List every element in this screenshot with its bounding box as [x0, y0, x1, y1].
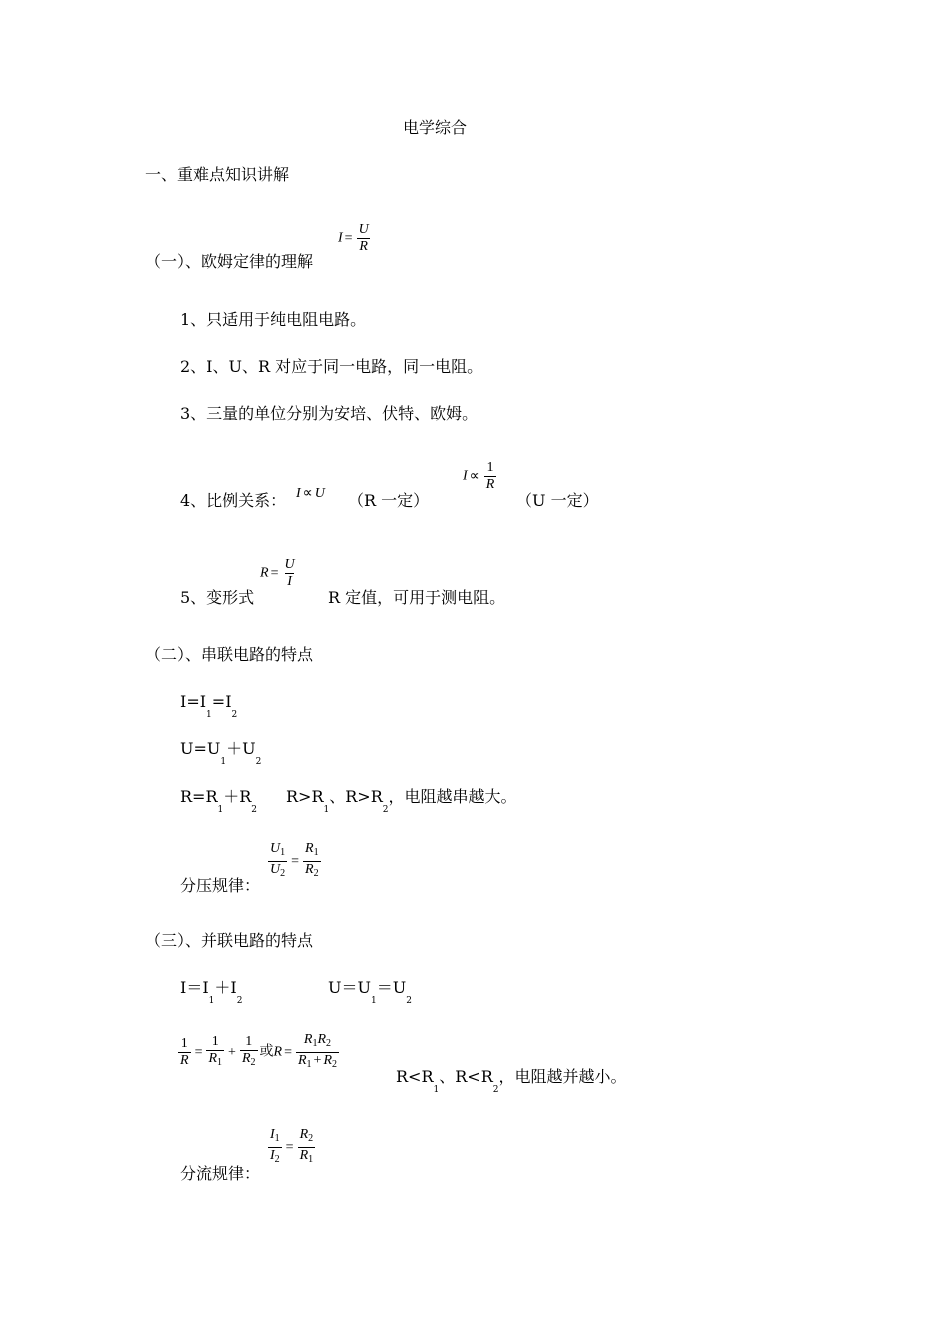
- current-divider-label: 分流规律：: [180, 1164, 261, 1183]
- list-item: 4、比例关系：: [180, 491, 287, 510]
- parallel-resistance-note: $R<R_1$、$R<R_2$，电阻越并越小。: [396, 1067, 627, 1095]
- proportional-formula-1: I ∝ U: [296, 486, 325, 501]
- parallel-current-equation: $I=I_1+I_2$: [180, 978, 243, 1006]
- list-item: 3、三量的单位分别为安培、伏特、欧姆。: [180, 404, 479, 423]
- list-item-suffix: R 定值，可用于测电阻。: [328, 588, 506, 607]
- parallel-voltage-equation: $U=U_1=U_2$: [328, 978, 412, 1006]
- series-voltage-equation: $U=U_1+U_2$: [180, 739, 262, 767]
- voltage-divider-formula: $\frac{U_1}{U_2}$ = $\frac{R_1}{R_2}$: [266, 841, 323, 882]
- series-resistance-equation: $R=R_1+R_2$: [180, 787, 258, 815]
- condition-note: （R 一定）: [348, 491, 430, 510]
- subsection-heading-1: （一）、欧姆定律的理解: [145, 252, 314, 271]
- list-item: 5、变形式: [180, 588, 255, 607]
- resistance-formula: R = $\frac{U}{I}$: [260, 557, 295, 589]
- condition-note: （U 一定）: [516, 491, 599, 510]
- parallel-resistance-formula: $\frac{1}{R}$ = $\frac{1}{R_1}$ + $\frac{1}{R_2}$ 或R = $\frac{R_1R_2}{R_1 + R_2}$: [176, 1032, 341, 1073]
- proportional-formula-2: I ∝ $\frac{1}{R}$: [463, 460, 495, 492]
- subsection-heading-3: （三）、并联电路的特点: [145, 931, 314, 950]
- section-heading: 一、重难点知识讲解: [145, 165, 290, 184]
- ohms-law-formula: I = $\frac{U}{R}$: [338, 222, 369, 254]
- voltage-divider-label: 分压规律：: [180, 876, 261, 895]
- page-title: 电学综合: [403, 118, 468, 137]
- subsection-heading-2: （二）、串联电路的特点: [145, 645, 314, 664]
- series-resistance-note: $R>R_1$、$R>R_2$，电阻越串越大。: [286, 787, 517, 815]
- series-current-equation: $I=I_1=I_2$: [180, 692, 238, 720]
- list-item: 1、只适用于纯电阻电路。: [180, 310, 367, 329]
- current-divider-formula: $\frac{I_1}{I_2}$ = $\frac{R_2}{R_1}$: [266, 1127, 317, 1168]
- list-item: 2、I、U、R 对应于同一电路，同一电阻。: [180, 357, 484, 376]
